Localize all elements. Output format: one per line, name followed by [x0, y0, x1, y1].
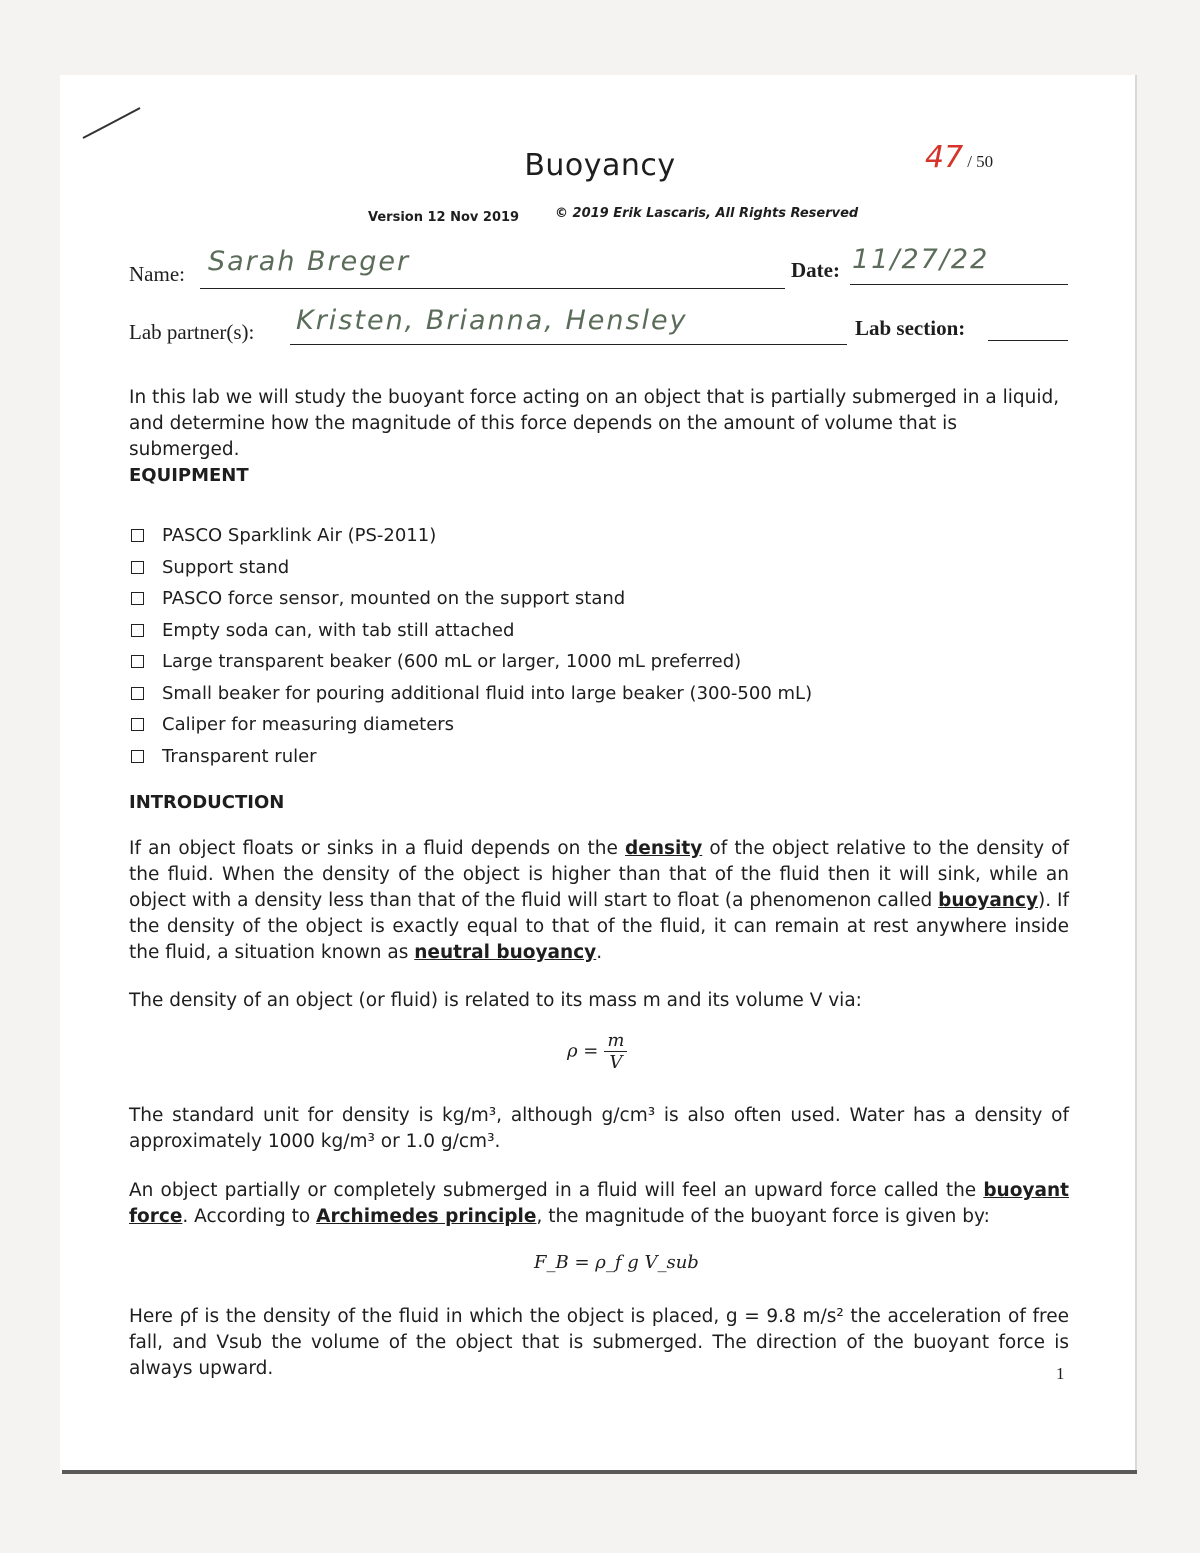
checkbox-icon[interactable]	[131, 687, 144, 700]
score	[925, 140, 993, 175]
density-relation-paragraph: The density of an object (or fluid) is related to its mass m and its volume V via:	[129, 990, 862, 1011]
explanation-paragraph: Here ρf is the density of the fluid in which the object is placed, g = 9.8 m/s² the acceleration of free fall, and Vsub the volume of the object that is submerged. The direction of the buoyant force is always upward.	[129, 1306, 1069, 1379]
section-label: Lab section:	[855, 316, 966, 340]
section-line	[988, 340, 1068, 341]
name-line	[200, 288, 785, 289]
page-number: 1	[1056, 1364, 1065, 1383]
list-item: Caliper for measuring diameters	[129, 709, 812, 741]
list-item: Large transparent beaker (600 mL or larger, 1000 mL preferred)	[129, 646, 812, 678]
neutral-buoyancy-term: neutral buoyancy	[414, 942, 597, 963]
copyright-text: © 2019 Erik Lascaris, All Rights Reserved	[555, 206, 859, 221]
list-item: Transparent ruler	[129, 741, 812, 773]
date-line	[850, 284, 1068, 285]
list-item: PASCO Sparklink Air (PS-2011)	[129, 520, 812, 552]
partners-line	[290, 344, 847, 345]
checkbox-icon[interactable]	[131, 718, 144, 731]
checkbox-icon[interactable]	[131, 750, 144, 763]
partners-handwritten: Kristen, Brianna, Hensley	[296, 305, 688, 336]
name-handwritten: Sarah Breger	[208, 246, 411, 277]
equipment-list	[129, 520, 812, 772]
list-item: Empty soda can, with tab still attached	[129, 615, 812, 647]
pen-mark-icon	[78, 100, 148, 145]
buoyant-force-equation: F_B = ρ_f g V_sub	[534, 1252, 699, 1273]
page-title: Buoyancy	[524, 148, 676, 183]
intro-paragraph: In this lab we will study the buoyant force acting on an object that is partially submerged in a liquid, and determine how the magnitude of this force depends on the amount of volume that is submerged.	[129, 387, 1060, 460]
page-edge	[62, 1470, 1137, 1474]
density-paragraph: If an object floats or sinks in a fluid depends on the density of the object relative to the density of the fluid. When the density of the object is higher than that of the fluid then it will sink, while an object with a density less than that of the fluid will start to float (a phenomenon called buoyancy). If the density of the object is exactly equal to that of the fluid, it can remain at rest anywhere inside the fluid, a situation known as neutral buoyancy.	[129, 838, 1070, 963]
list-item: PASCO force sensor, mounted on the support stand	[129, 583, 812, 615]
checkbox-icon[interactable]	[131, 561, 144, 574]
density-term: density	[625, 838, 703, 859]
date-handwritten: 11/27/22	[852, 244, 990, 275]
checkbox-icon[interactable]	[131, 592, 144, 605]
checkbox-icon[interactable]	[131, 655, 144, 668]
density-equation: ρ = $\frac{m}{V}$	[567, 1030, 627, 1073]
list-item: Support stand	[129, 552, 812, 584]
archimedes-term: Archimedes principle	[316, 1206, 537, 1227]
checkbox-icon[interactable]	[131, 529, 144, 542]
list-item: Small beaker for pouring additional fluid into large beaker (300-500 mL)	[129, 678, 812, 710]
buoyant-force-paragraph: An object partially or completely submerged in a fluid will feel an upward force called the buoyant force. According to Archimedes principle, the magnitude of the buoyant force is given by:	[129, 1180, 1069, 1227]
buoyancy-term: buoyancy	[938, 890, 1039, 911]
buoyant-force-term: buoyant force	[129, 1180, 1069, 1227]
equipment-heading: EQUIPMENT	[129, 465, 249, 486]
introduction-heading: INTRODUCTION	[129, 792, 285, 813]
units-paragraph: The standard unit for density is kg/m³, although g/cm³ is also often used. Water has a density of approximately 1000 kg/m³ or 1.0 g/cm³.	[129, 1105, 1069, 1152]
version-text: Version 12 Nov 2019	[368, 210, 520, 225]
date-label: Date:	[791, 258, 840, 282]
checkbox-icon[interactable]	[131, 624, 144, 637]
score-total: / 50	[967, 152, 994, 171]
score-handwritten: 47	[925, 140, 964, 175]
partners-label: Lab partner(s):	[129, 320, 255, 344]
name-label: Name:	[129, 262, 185, 286]
